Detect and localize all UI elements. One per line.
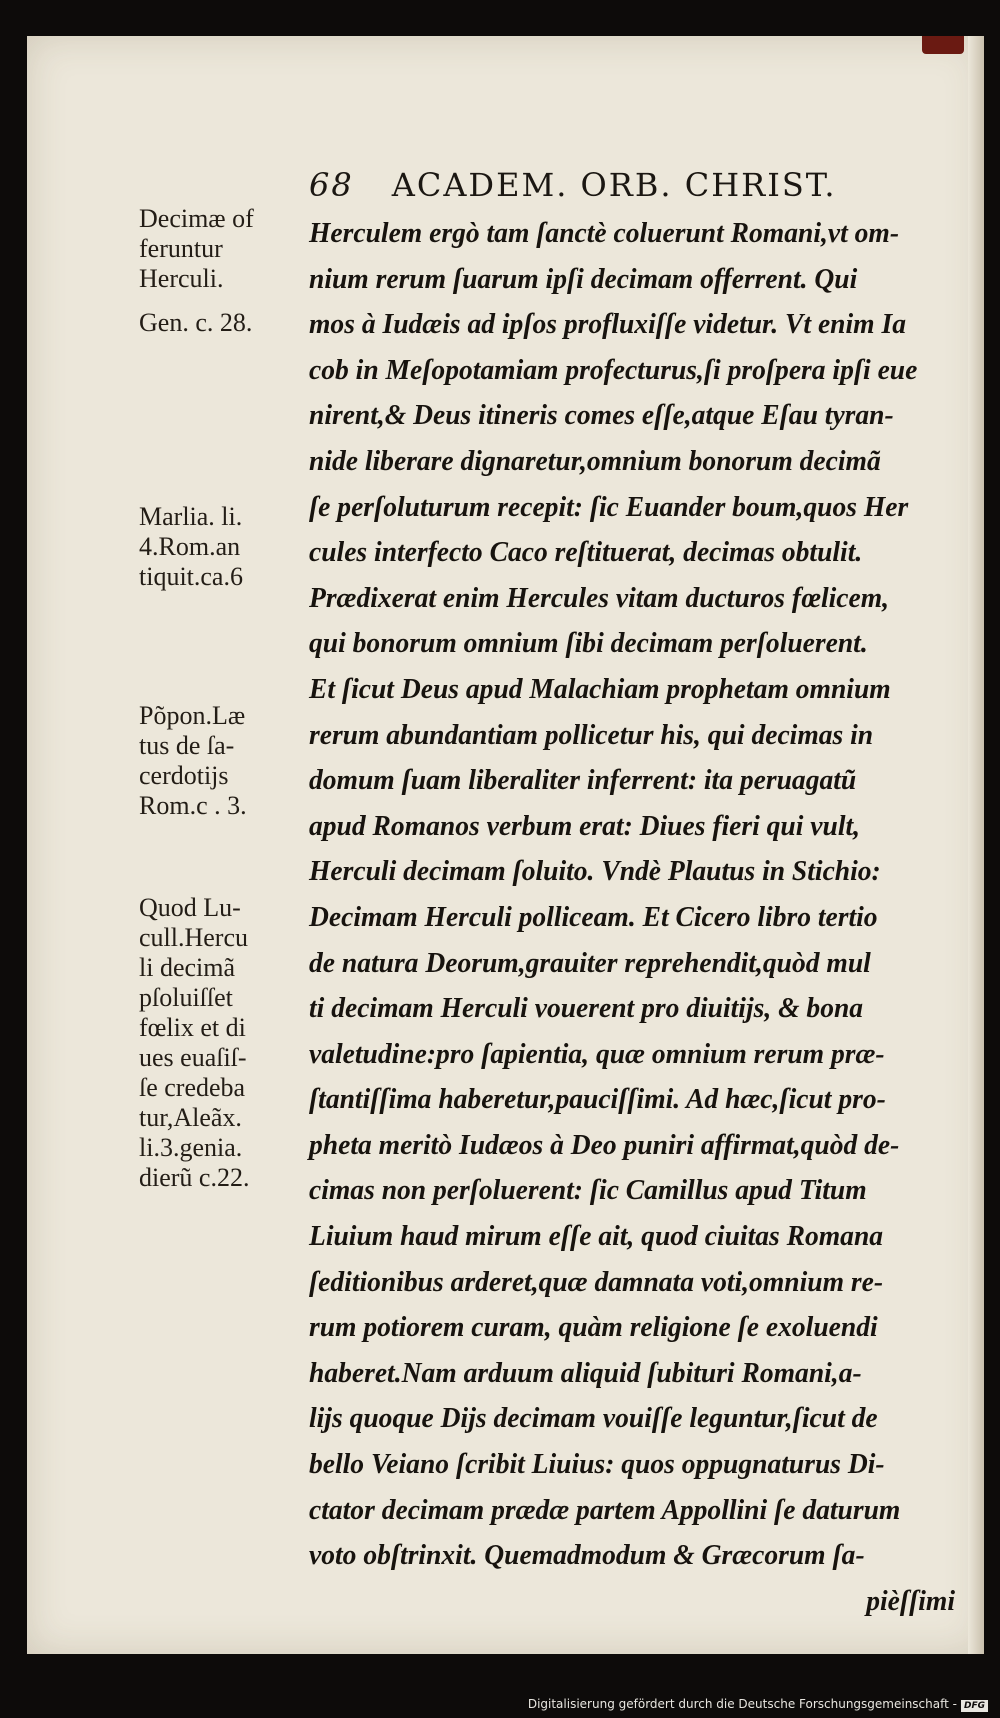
text-line: de natura Deorum,grauiter reprehendit,quòd mul <box>309 946 871 979</box>
text-line: apud Romanos verbum erat: Diues fieri qui vult, <box>309 809 861 842</box>
margin-note-decimae <box>139 204 309 294</box>
margin-note-line: tiquit.ca.6 <box>139 562 243 591</box>
margin-note-line: Rom.c . 3. <box>139 791 247 820</box>
book-page <box>27 36 984 1654</box>
margin-note-genesis <box>139 308 309 338</box>
margin-note-line: ſe credeba <box>139 1073 246 1102</box>
text-line: cules interfecto Caco reſtituerat, decimas obtulit. <box>309 536 863 569</box>
margin-note-line: tur,Aleãx. <box>139 1103 242 1132</box>
text-line: qui bonorum omnium ſibi decimam perſoluerent. <box>309 627 868 660</box>
margin-note-line: ues euaſiſ- <box>139 1043 247 1072</box>
running-header <box>309 166 837 204</box>
text-line: nide liberare dignaretur,omnium bonorum decimã <box>309 444 881 477</box>
margin-note-pompon <box>139 701 309 821</box>
margin-note-line: pſoluiſſet <box>139 983 233 1012</box>
corner-tab <box>922 36 964 54</box>
margin-note-line: tus de ſa- <box>139 731 235 760</box>
margin-note-line: li decimã <box>139 953 236 982</box>
margin-note-line: li.3.genia. <box>139 1133 243 1162</box>
dfg-logo: DFG <box>961 1700 988 1712</box>
text-line: cimas non perſoluerent: ſic Camillus apud Titum <box>309 1174 867 1207</box>
catchword: pièſſimi <box>866 1584 955 1617</box>
text-line: haberet.Nam arduum aliquid ſubituri Romani,a- <box>309 1356 862 1389</box>
margin-note-line: feruntur <box>139 234 223 263</box>
text-line: Herculem ergò tam ſanctè coluerunt Romani,vt om- <box>309 217 900 249</box>
text-line: ſe perſoluturum recepit: ſic Euander boum,quos Her <box>309 490 909 523</box>
text-line: mos à Iudæis ad ipſos profluxiſſe videtur. Vt enim Ia <box>309 308 906 341</box>
text-line: ti decimam Herculi vouerent pro diuitijs, & bona <box>309 992 864 1025</box>
text-line: Prædixerat enim Hercules vitam ducturos fœlicem, <box>309 581 890 614</box>
text-line: voto obſtrinxit. Quemadmodum & Græcorum ſa- <box>309 1539 865 1572</box>
text-line: Herculi decimam ſoluito. Vndè Plautus in Stichio: <box>309 855 881 888</box>
margin-note-line: Herculi. <box>139 264 224 293</box>
margin-note-line: Marlia. li. <box>139 502 243 531</box>
margin-note-line: Decimæ of <box>139 204 254 233</box>
main-text-block <box>309 211 974 1624</box>
page-number: 68 <box>309 166 354 204</box>
text-line: domum ſuam liberaliter inferrent: ita peruagatũ <box>309 764 857 797</box>
margin-note-line: fœlix et di <box>139 1013 246 1042</box>
text-line: Liuium haud mirum eſſe ait, quod ciuitas Romana <box>309 1220 884 1253</box>
text-line: rerum abundantiam pollicetur his, qui decimas in <box>309 718 874 751</box>
text-line: nirent,& Deus itineris comes eſſe,atque Eſau tyran- <box>309 399 894 432</box>
text-line: ctator decimam prædæ partem Appollini ſe daturum <box>309 1493 901 1526</box>
margin-note-lucull <box>139 893 309 1193</box>
margin-note-line: Põpon.Læ <box>139 701 246 730</box>
margin-note-marlia <box>139 502 309 592</box>
margin-note-line: cerdotijs <box>139 761 229 790</box>
text-line: cob in Meſopotamiam profecturus,ſi proſpera ipſi eue <box>309 353 918 386</box>
margin-note-line: cull.Hercu <box>139 923 249 952</box>
margin-note-line: dierũ c.22. <box>139 1163 250 1192</box>
digitization-credit <box>528 1697 988 1712</box>
text-line: pheta meritò Iudæos à Deo puniri affirmat,quòd de- <box>309 1128 900 1161</box>
text-line: Decimam Herculi polliceam. Et Cicero libro tertio <box>309 900 878 933</box>
text-line: ſeditionibus arderet,quæ damnata voti,omnium re- <box>309 1265 884 1298</box>
text-line: Et ſicut Deus apud Malachiam prophetam omnium <box>309 672 891 705</box>
credit-text: Digitalisierung gefördert durch die Deutsche Forschungsgemeinschaft - <box>527 1697 957 1711</box>
text-line: rum potiorem curam, quàm religione ſe exoluendi <box>309 1311 878 1344</box>
text-line: valetudine:pro ſapientia, quæ omnium rerum præ- <box>309 1037 885 1070</box>
margin-note-line: Gen. c. 28. <box>139 308 253 337</box>
running-title: ACADEM. ORB. CHRIST. <box>391 166 837 204</box>
margin-note-line: Quod Lu- <box>139 893 241 922</box>
text-line: lijs quoque Dijs decimam vouiſſe leguntur,ſicut de <box>309 1402 878 1435</box>
text-line: ſtantiſſima haberetur,pauciſſimi. Ad hæc,ſicut pro- <box>309 1083 886 1116</box>
margin-note-line: 4.Rom.an <box>139 532 241 561</box>
text-line: nium rerum ſuarum ipſi decimam offerrent. Qui <box>309 262 858 295</box>
text-line: bello Veiano ſcribit Liuius: quos oppugnaturus Di- <box>309 1448 885 1481</box>
